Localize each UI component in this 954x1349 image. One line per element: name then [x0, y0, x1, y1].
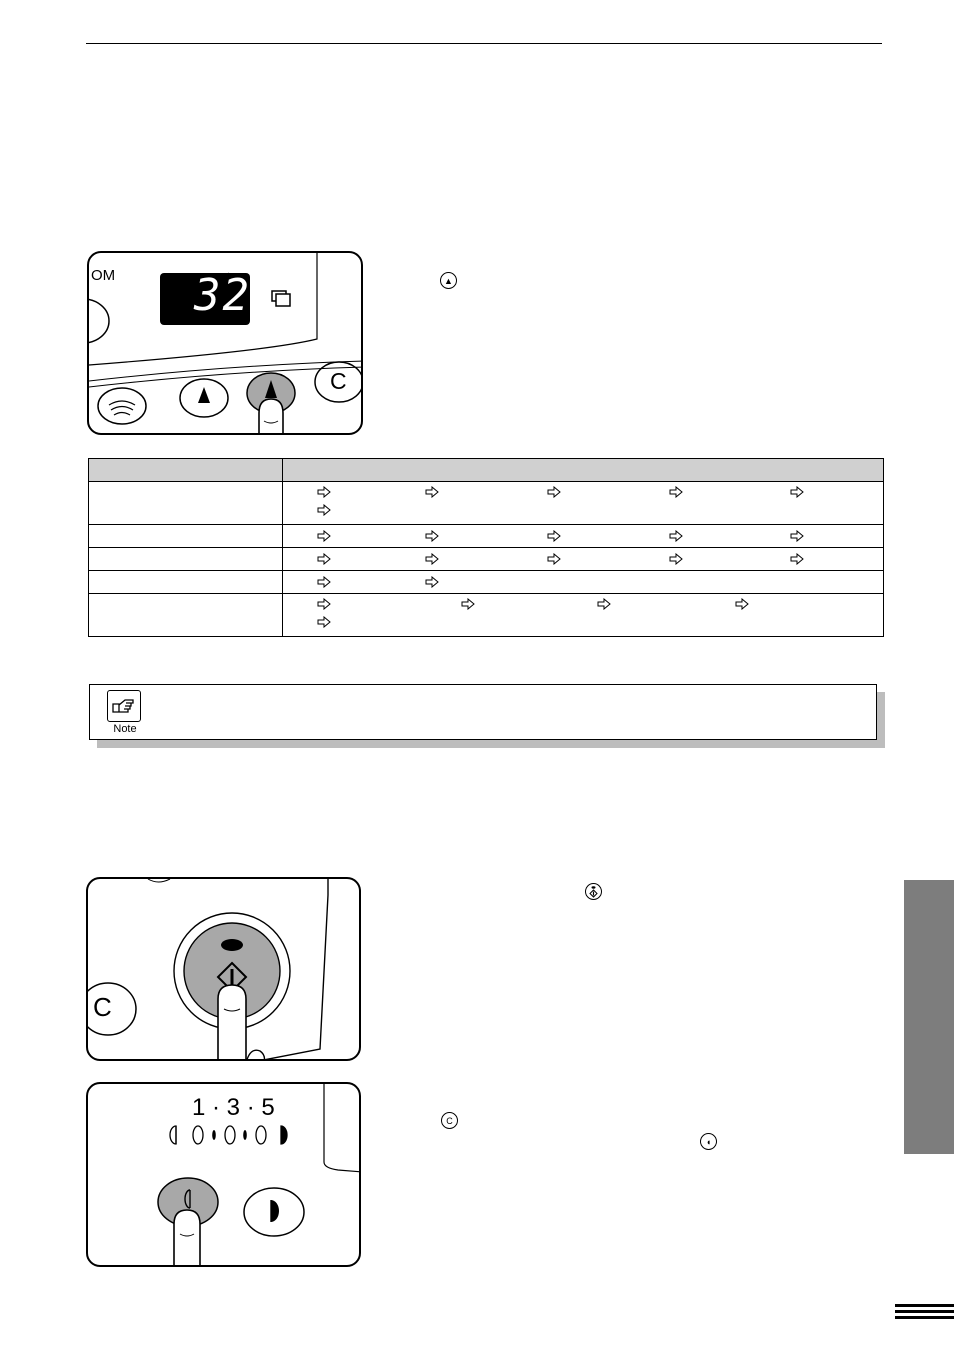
table-cell — [89, 482, 283, 525]
continue-bar — [895, 1310, 954, 1313]
table-row — [89, 548, 884, 571]
table-cell — [89, 594, 283, 637]
clear-key-label: C — [330, 368, 347, 394]
copy-quantity-up-key-icon: ▲ — [440, 272, 457, 289]
arrow-icon — [669, 553, 683, 565]
top-rule — [86, 43, 882, 44]
clear-key-icon: C — [441, 1112, 458, 1129]
note-label: Note — [113, 723, 137, 735]
arrow-icon — [317, 486, 331, 498]
zoom-label-fragment: OM — [91, 267, 116, 284]
copy-quantity-display: 32 — [194, 270, 251, 321]
table-cell — [283, 594, 884, 637]
table-header-row — [89, 459, 884, 482]
table-cell — [283, 525, 884, 548]
exposure-panel-illustration — [86, 1082, 361, 1267]
table-row — [89, 594, 884, 637]
page-continue-bars — [895, 1304, 954, 1322]
table-cell — [283, 482, 884, 525]
continue-bar — [895, 1304, 954, 1307]
arrow-icon — [547, 530, 561, 542]
arrow-icon — [317, 504, 331, 516]
arrow-icon — [425, 486, 439, 498]
continue-bar — [895, 1316, 954, 1319]
print-key-drawing — [88, 879, 361, 1061]
table-row — [89, 482, 884, 525]
arrow-icon — [317, 553, 331, 565]
table-header-cell — [89, 459, 283, 482]
table-cell — [89, 525, 283, 548]
table-cell — [89, 571, 283, 594]
arrow-icon — [425, 530, 439, 542]
arrow-icon — [425, 553, 439, 565]
arrow-icon — [317, 576, 331, 588]
arrow-icon — [547, 486, 561, 498]
lighter-exposure-key-icon: ◖ — [700, 1133, 717, 1150]
exposure-scale-label: 1 · 3 · 5 — [192, 1094, 275, 1121]
arrow-icon — [425, 576, 439, 588]
clear-key-label: C — [93, 992, 112, 1022]
print-key-icon — [585, 883, 602, 900]
table-cell — [283, 571, 884, 594]
arrow-icon — [790, 530, 804, 542]
pointing-hand-icon — [107, 690, 141, 722]
arrow-icon — [317, 530, 331, 542]
arrow-icon — [317, 598, 331, 610]
print-key-panel-illustration — [86, 877, 361, 1061]
section-side-tab — [904, 880, 954, 1154]
table-row — [89, 571, 884, 594]
arrow-icon — [461, 598, 475, 610]
arrow-icon — [735, 598, 749, 610]
arrow-icon — [317, 616, 331, 628]
arrow-icon — [597, 598, 611, 610]
arrow-icon — [547, 553, 561, 565]
arrow-icon — [669, 530, 683, 542]
table-header-cell — [283, 459, 884, 482]
table-cell — [89, 548, 283, 571]
copy-quantity-table — [88, 458, 884, 637]
arrow-icon — [790, 553, 804, 565]
note-box — [89, 684, 877, 740]
copy-quantity-panel-illustration — [87, 251, 363, 435]
table-row — [89, 525, 884, 548]
arrow-icon — [669, 486, 683, 498]
arrow-icon — [790, 486, 804, 498]
table-cell — [283, 548, 884, 571]
